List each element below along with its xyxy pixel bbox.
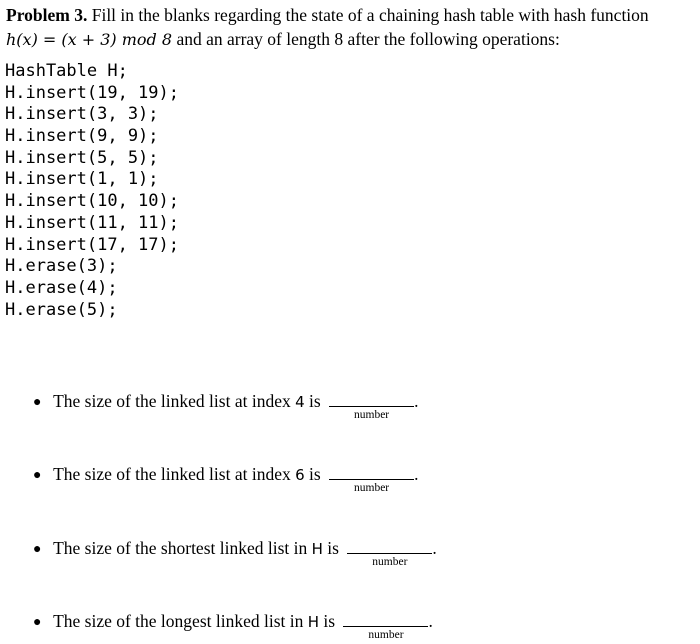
code-line: H.insert(3, 3); — [5, 104, 159, 125]
problem-line-2 — [6, 27, 560, 52]
code-line: H.insert(1, 1); — [5, 169, 159, 190]
code-line: H.erase(5); — [5, 299, 118, 320]
question-text: The size of the longest linked list in — [53, 611, 304, 631]
blank-hint: number — [354, 482, 390, 494]
code-line: H.erase(4); — [5, 277, 118, 298]
question-text: The size of the linked list at index — [53, 464, 291, 484]
question-text-after: is — [309, 464, 321, 484]
code-line: HashTable H; — [5, 61, 128, 81]
question-token: H — [307, 613, 320, 631]
answer-blank[interactable] — [329, 465, 414, 494]
question-end: . — [414, 464, 419, 484]
blank-hint: number — [372, 556, 408, 568]
answer-blank[interactable] — [347, 539, 432, 568]
blank-hint: number — [368, 629, 404, 641]
code-line: H.insert(17, 17); — [5, 234, 179, 255]
bullet-icon: ● — [33, 395, 42, 410]
question-index-4 — [33, 390, 419, 421]
code-line: H.erase(3); — [5, 256, 118, 277]
question-end: . — [414, 391, 419, 411]
problem-label: Problem 3. — [6, 5, 88, 25]
code-line: H.insert(9, 9); — [5, 126, 159, 147]
code-line: H.insert(11, 11); — [5, 212, 179, 233]
code-line: H.insert(10, 10); — [5, 191, 179, 212]
question-end: . — [432, 538, 437, 558]
answer-blank[interactable] — [343, 612, 428, 641]
code-line: H.insert(19, 19); — [5, 82, 179, 103]
question-token: 6 — [295, 466, 305, 484]
hash-function-formula: h(x) = (x + 3) mod 8 — [6, 30, 173, 49]
problem-intro: Fill in the blanks regarding the state of a chaining hash table with hash function — [91, 5, 649, 25]
question-text-after: is — [309, 391, 321, 411]
problem-line-1 — [6, 3, 696, 27]
bullet-icon: ● — [33, 615, 42, 630]
answer-blank[interactable] — [329, 392, 414, 421]
bullet-icon: ● — [33, 468, 42, 483]
question-longest-list — [33, 610, 433, 641]
question-text: The size of the shortest linked list in — [53, 538, 308, 558]
question-text-after: is — [323, 611, 336, 631]
question-shortest-list — [33, 537, 437, 568]
question-token: 4 — [295, 393, 305, 411]
question-token: H — [311, 540, 323, 558]
question-text-after: is — [327, 538, 339, 558]
code-block — [5, 61, 179, 321]
bullet-icon: ● — [33, 542, 42, 557]
question-text: The size of the linked list at index — [53, 391, 291, 411]
problem-statement — [6, 3, 696, 49]
blank-hint: number — [354, 409, 390, 421]
problem-tail: and an array of length 8 after the following operations: — [176, 29, 560, 49]
code-line: H.insert(5, 5); — [5, 147, 159, 168]
question-end: . — [428, 611, 433, 631]
question-index-6 — [33, 463, 419, 494]
